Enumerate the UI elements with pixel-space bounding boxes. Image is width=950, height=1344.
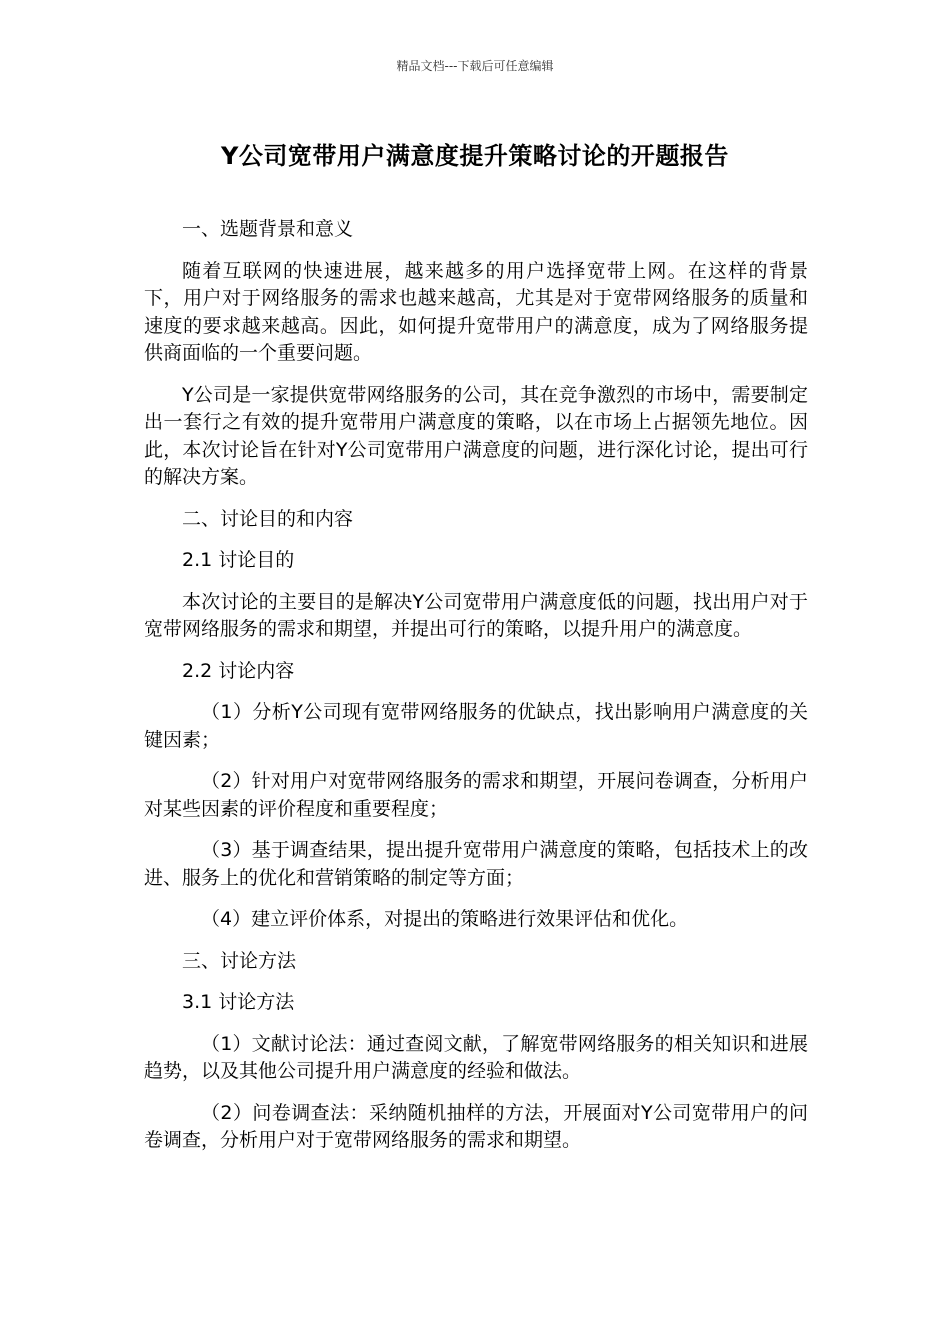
paragraph: Y公司是一家提供宽带网络服务的公司，其在竞争激烈的市场中，需要制定出一套行之有效的提升宽带用户满意度的策略，以在市场上占据领先地位。因此，本次讨论旨在针对Y公司宽带用户满意度的问题，进行深化讨论，提出可行的解决方案。 [144,383,808,488]
subsection-heading: 2.1 讨论目的 [182,549,295,571]
section-heading: 二、讨论目的和内容 [182,507,354,530]
list-item: （3）基于调查结果，提出提升宽带用户满意度的策略，包括技术上的改进、服务上的优化和营销策略的制定等方面； [144,839,808,889]
subsection-heading: 3.1 讨论方法 [182,991,295,1013]
paragraph: 随着互联网的快速进展，越来越多的用户选择宽带上网。在这样的背景下，用户对于网络服务的需求也越来越高，尤其是对于宽带网络服务的质量和速度的要求越来越高。因此，如何提升宽带用户的满意度，成为了网络服务提供商面临的一个重要问题。 [144,259,808,364]
list-item: （2）问卷调查法：采纳随机抽样的方法，开展面对Y公司宽带用户的问卷调查，分析用户对于宽带网络服务的需求和期望。 [144,1101,808,1151]
list-item: （1）文献讨论法：通过查阅文献，了解宽带网络服务的相关知识和进展趋势，以及其他公司提升用户满意度的经验和做法。 [144,1032,808,1082]
document-title: Y公司宽带用户满意度提升策略讨论的开题报告 [221,142,729,170]
list-item: （1）分析Y公司现有宽带网络服务的优缺点，找出影响用户满意度的关键因素； [144,701,808,751]
list-item: （2）针对用户对宽带网络服务的需求和期望，开展问卷调查，分析用户对某些因素的评价程度和重要程度； [144,770,808,820]
page-header-note: 精品文档---下载后可任意编辑 [396,59,554,73]
paragraph: 本次讨论的主要目的是解决Y公司宽带用户满意度低的问题，找出用户对于宽带网络服务的需求和期望，并提出可行的策略，以提升用户的满意度。 [144,590,808,640]
subsection-heading: 2.2 讨论内容 [182,659,295,682]
section-heading: 三、讨论方法 [182,949,297,972]
list-item: （4）建立评价体系，对提出的策略进行效果评估和优化。 [201,908,689,930]
section-heading: 一、选题背景和意义 [182,218,354,240]
document-body [144,216,808,1169]
